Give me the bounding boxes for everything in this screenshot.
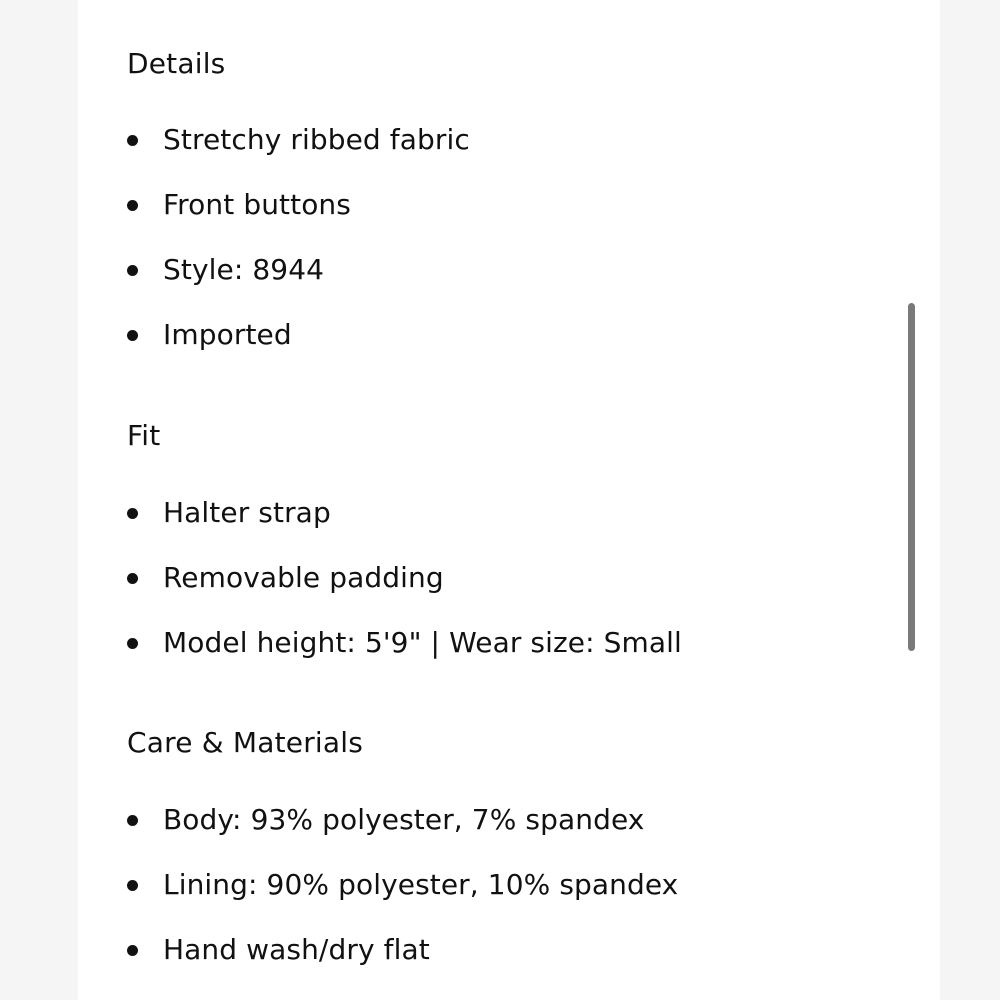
- bullet-icon: [127, 638, 138, 649]
- list-item-text: Lining: 90% polyester, 10% spandex: [163, 868, 679, 901]
- list-item: [127, 626, 682, 691]
- list-item-text: Stretchy ribbed fabric: [163, 123, 470, 156]
- list-item-text: Halter strap: [163, 496, 331, 529]
- list-item: [127, 188, 470, 253]
- list-item: [127, 561, 682, 626]
- list-item-text: Body: 93% polyester, 7% spandex: [163, 803, 645, 836]
- list-item-text: Imported: [163, 318, 292, 351]
- bullet-icon: [127, 265, 138, 276]
- bullet-icon: [127, 573, 138, 584]
- list-item-text: Model height: 5'9" | Wear size: Small: [163, 626, 682, 659]
- list-item-text: Hand wash/dry flat: [163, 933, 430, 966]
- bullet-icon: [127, 200, 138, 211]
- bullet-icon: [127, 135, 138, 146]
- bullet-icon: [127, 945, 138, 956]
- details-heading: Details: [127, 47, 226, 80]
- list-item: [127, 933, 678, 998]
- list-item-text: Style: 8944: [163, 253, 325, 286]
- bullet-icon: [127, 508, 138, 519]
- list-item: [127, 803, 678, 868]
- details-list: [127, 123, 470, 383]
- list-item: [127, 496, 682, 561]
- fit-list: [127, 496, 682, 691]
- list-item: [127, 318, 470, 383]
- bullet-icon: [127, 815, 138, 826]
- list-item-text: Front buttons: [163, 188, 351, 221]
- care-materials-heading: Care & Materials: [127, 726, 364, 759]
- list-item: [127, 868, 678, 933]
- list-item: [127, 253, 470, 318]
- bullet-icon: [127, 880, 138, 891]
- list-item: [127, 123, 470, 188]
- list-item-text: Removable padding: [163, 561, 444, 594]
- vertical-scrollbar[interactable]: [908, 303, 915, 651]
- fit-heading: Fit: [127, 419, 161, 452]
- bullet-icon: [127, 330, 138, 341]
- care-materials-list: [127, 803, 678, 998]
